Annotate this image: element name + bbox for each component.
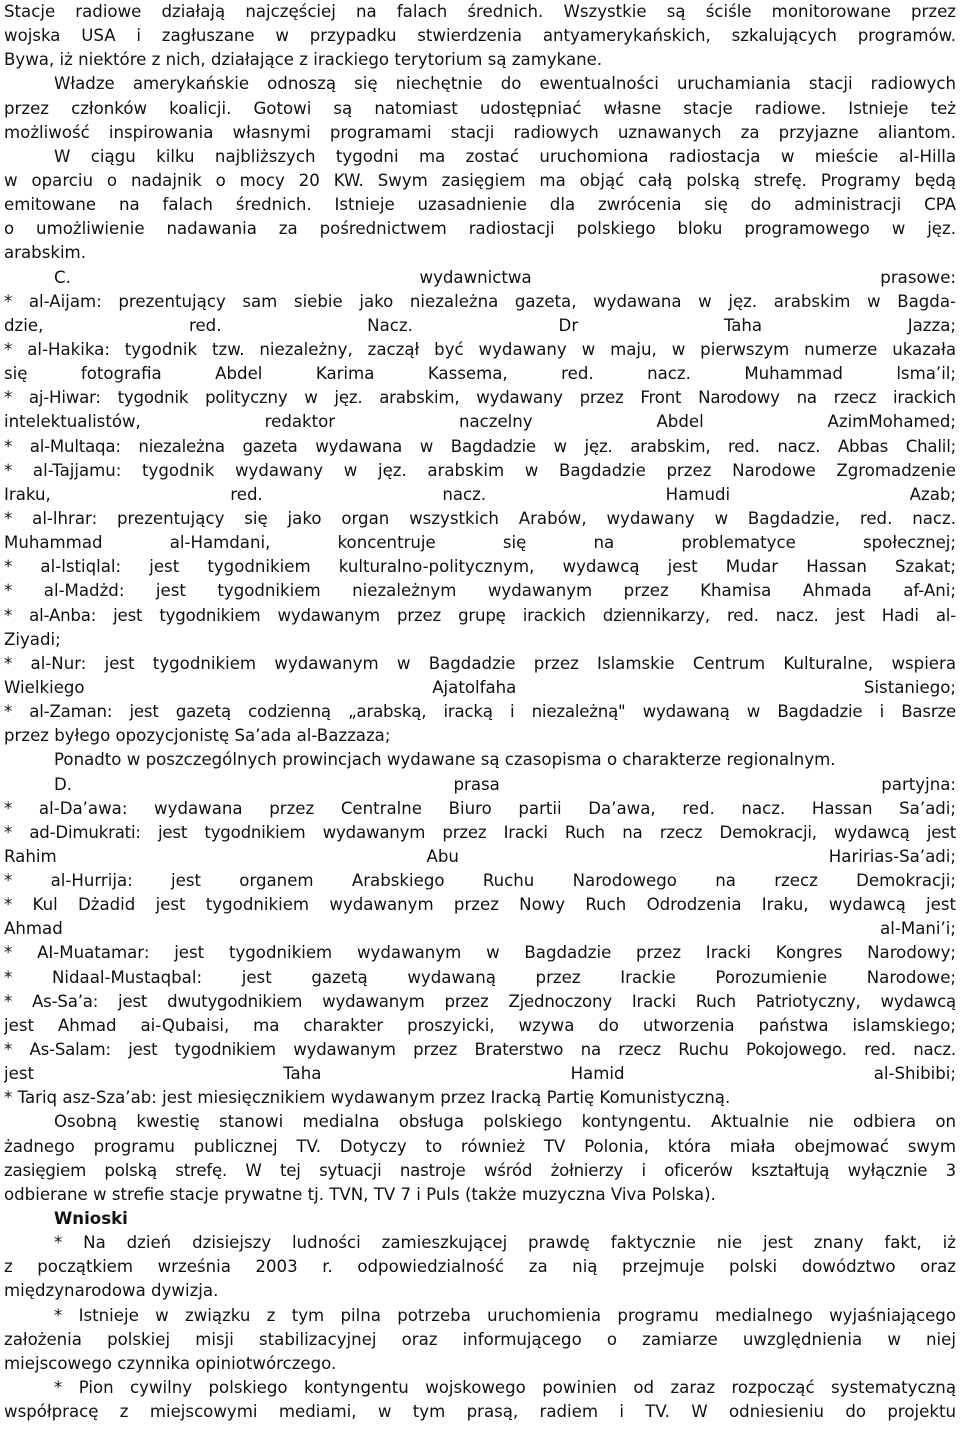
text-line: * al-Nur: jest tygodnikiem wydawanym w Bagdadzie przez Islamskie Centrum Kulturalne, wspiera bbox=[4, 653, 956, 673]
text-line: założenia polskiej misji stabilizacyjnej oraz informującego o zamiarze uwzględnienia w niej bbox=[4, 1329, 956, 1349]
text-line: zasięgiem polską strefę. W tej sytuacji nastroje wśród żołnierzy i oficerów kształtują wyłącznie 3 bbox=[4, 1160, 956, 1180]
text-line: jest Ahmad ai-Qubaisi, ma charakter proszyicki, wzywa do utworzenia państwa islamskiego; bbox=[4, 1015, 956, 1035]
text-line: Osobną kwestię stanowi medialna obsługa polskiego kontyngentu. Aktualnie nie odbiera on bbox=[54, 1112, 956, 1132]
text-line: przez członków koalicji. Gotowi są natomiast udostępniać własne stacje radiowe. Istnieje też bbox=[4, 98, 956, 118]
text-line: * aj-Hiwar: tygodnik polityczny w jęz. arabskim, wydawany przez Front Narodowy na rzecz irackich bbox=[4, 388, 956, 408]
text-line: * al-Hakika: tygodnik tzw. niezależny, zaczął być wydawany w maju, w pierwszym numerze ukazała bbox=[4, 339, 956, 359]
text-line: * al-Tajjamu: tygodnik wydawany w jęz. arabskim w Bagdadzie przez Narodowe Zgromadzenie bbox=[4, 460, 956, 480]
text-line: Stacje radiowe działają najczęściej na falach średnich. Wszystkie są ściśle monitorowane przez bbox=[4, 2, 956, 21]
text-line: * Na dzień dzisiejszy ludności zamieszkującej prawdę faktycznie nie jest znany fakt, iż bbox=[54, 1233, 956, 1253]
text-line: * al-lhrar: prezentujący się jako organ wszystkich Arabów, wydawany w Bagdadzie, red. nacz. bbox=[4, 508, 956, 528]
text-line: w oparciu o nadajnik o mocy 20 KW. Swym zasięgiem ma objąć całą polską strefę. Programy będą bbox=[4, 170, 956, 190]
text-line: odbierane w strefie stacje prywatne tj. TVN, TV 7 i Puls (także muzyczna Viva Polska). bbox=[4, 1184, 716, 1204]
text-line: * Nidaal-Mustaqbal: jest gazetą wydawaną przez Irackie Porozumienie Narodowe; bbox=[4, 967, 956, 987]
text-line: żadnego programu publicznej TV. Dotyczy to również TV Polonia, która miała obejmować swym bbox=[4, 1136, 956, 1156]
text-line: wojska USA i zagłuszane w przypadku stwierdzenia antyamerykańskich, szkalujących programów. bbox=[4, 26, 956, 46]
text-line: Iraku, red. nacz. Hamudi Azab; bbox=[4, 484, 956, 504]
text-line: Ziyadi; bbox=[4, 629, 61, 649]
text-line: D. prasa partyjna: bbox=[54, 774, 956, 794]
text-line: * al-Anba: jest tygodnikiem wydawanym przez grupę irackich dziennikarzy, red. nacz. jest Hadi al- bbox=[4, 605, 956, 625]
text-line: * As-Sa’a: jest dwutygodnikiem wydawanym przez Zjednoczony Iracki Ruch Patriotyczny, wydawcą bbox=[4, 991, 956, 1011]
text-line: jest Taha Hamid al-Shibibi; bbox=[4, 1064, 956, 1084]
text-line: możliwość inspirowania własnymi programami stacji radiowych uznawanych za przyjazne aliantom. bbox=[4, 122, 956, 142]
text-line: * al-Madżd: jest tygodnikiem niezależnym wydawanym przez Khamisa Ahmada af-Ani; bbox=[4, 581, 956, 601]
text-line: C. wydawnictwa prasowe: bbox=[54, 267, 956, 287]
text-line: * al-Da’awa: wydawana przez Centralne Biuro partii Da’awa, red. nacz. Hassan Sa’adi; bbox=[4, 798, 956, 818]
text-line: * al-Aijam: prezentujący sam siebie jako niezależna gazeta, wydawana w jęz. arabskim w Bagda- bbox=[4, 291, 956, 311]
text-line: Ponadto w poszczególnych prowincjach wydawane są czasopisma o charakterze regionalnym. bbox=[54, 750, 836, 770]
text-line: współpracę z miejscowymi mediami, w tym prasą, radiem i TV. W odniesieniu do projektu bbox=[4, 1402, 956, 1422]
text-line: intelektualistów, redaktor naczelny Abdel AzimMohamed; bbox=[4, 412, 956, 432]
text-line: Bywa, iż niektóre z nich, działające z irackiego terytorium są zamykane. bbox=[4, 50, 603, 70]
text-line: Muhammad al-Hamdani, koncentruje się na problematyce społecznej; bbox=[4, 533, 956, 553]
text-line: * Kul Dżadid jest tygodnikiem wydawanym przez Nowy Ruch Odrodzenia Iraku, wydawcą jest bbox=[4, 895, 956, 915]
text-line: Ahmad al-Mani’i; bbox=[4, 919, 956, 939]
text-line: * Pion cywilny polskiego kontyngentu wojskowego powinien od zaraz rozpocząć systematyczną bbox=[54, 1378, 956, 1398]
text-line: o umożliwienie nadawania za pośrednictwem radiostacji polskiego bloku programowego w jęz. bbox=[4, 219, 956, 239]
text-line: przez byłego opozycjonistę Sa’ada al-Bazzaza; bbox=[4, 726, 391, 746]
text-line: Wielkiego Ajatolfaha Sistaniego; bbox=[4, 677, 956, 697]
text-line: * al-Hurrija: jest organem Arabskiego Ruchu Narodowego na rzecz Demokracji; bbox=[4, 871, 956, 891]
text-line: międzynarodowa dywizja. bbox=[4, 1281, 219, 1301]
text-line: miejscowego czynnika opiniotwórczego. bbox=[4, 1353, 337, 1373]
text-line: * Istnieje w związku z tym pilna potrzeba uruchomienia programu medialnego wyjaśniającego bbox=[54, 1305, 956, 1325]
text-line: * AI-Muatamar: jest tygodnikiem wydawanym w Bagdadzie przez Iracki Kongres Narodowy; bbox=[4, 943, 956, 963]
text-line: emitowane na falach średnich. Istnieje uzasadnienie dla zwrócenia się do administracji CPA bbox=[4, 195, 956, 215]
text-line: Rahim Abu Haririas-Sa’adi; bbox=[4, 846, 956, 866]
text-line: * al-Multaqa: niezależna gazeta wydawana w Bagdadzie w jęz. arabskim, red. nacz. Abbas Chalil; bbox=[4, 436, 956, 456]
text-line: W ciągu kilku najbliższych tygodni ma zostać uruchomiona radiostacja w mieście al-Hilla bbox=[54, 146, 956, 166]
text-line: Władze amerykańskie odnoszą się niechętnie do ewentualności uruchamiania stacji radiowych bbox=[54, 74, 956, 94]
text-line: * Tariq asz-Sza’ab: jest miesięcznikiem wydawanym przez Iracką Partię Komunistyczną. bbox=[4, 1088, 731, 1108]
section-heading: Wnioski bbox=[54, 1209, 128, 1229]
text-line: * As-Salam: jest tygodnikiem wydawanym przez Braterstwo na rzecz Ruchu Pokojowego. red. nacz. bbox=[4, 1040, 956, 1060]
text-line: z początkiem września 2003 r. odpowiedzialność za nią przejmuje polski dowództwo oraz bbox=[4, 1257, 956, 1277]
text-line: * al-lstiqlal: jest tygodnikiem kulturalno-politycznym, wydawcą jest Mudar Hassan Szakat; bbox=[4, 557, 956, 577]
text-line: * ad-Dimukrati: jest tygodnikiem wydawanym przez Iracki Ruch na rzecz Demokracji, wydawcą jest bbox=[4, 822, 956, 842]
text-line: się fotografia Abdel Karima Kassema, red. nacz. Muhammad lsma’il; bbox=[4, 364, 956, 384]
text-line: dzie, red. Nacz. Dr Taha Jazza; bbox=[4, 315, 956, 335]
text-line: arabskim. bbox=[4, 243, 86, 263]
text-line: * al-Zaman: jest gazetą codzienną „arabską, iracką i niezależną" wydawaną w Bagdadzie i Basrze bbox=[4, 702, 956, 722]
